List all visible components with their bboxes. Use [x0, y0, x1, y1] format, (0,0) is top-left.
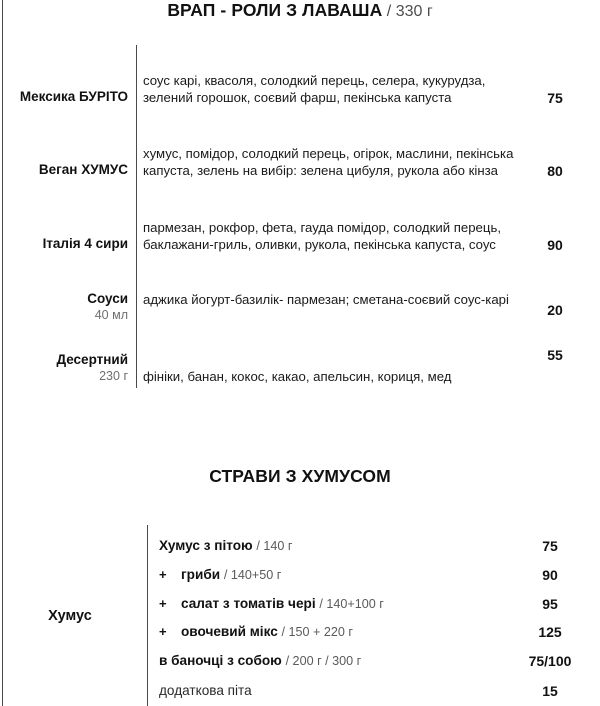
- item-description: соус карі, квасоля, солодкий перець, селера, кукурудза, зелений горошок, соєвий фарш, пекінська капуста: [143, 73, 486, 105]
- hummus-item-price: 125: [538, 624, 562, 640]
- item-name: Італія 4 сири: [42, 236, 128, 251]
- item-price: 75: [547, 90, 563, 106]
- section-title-hummus: СТРАВИ З ХУМУСОМ: [209, 466, 391, 486]
- hummus-item-price: 75/100: [528, 653, 572, 669]
- section-weight-wraps: / 330 г: [386, 3, 433, 20]
- plus-sign: +: [159, 567, 167, 582]
- section-heading-hummus: [0, 466, 600, 487]
- hummus-row-text: [181, 624, 353, 640]
- item-description: фініки, банан, кокос, какао, апельсин, кориця, мед: [143, 369, 452, 384]
- hummus-row-text: [159, 683, 252, 699]
- section-title-wraps: ВРАП - РОЛИ З ЛАВАША: [167, 0, 383, 20]
- hummus-row-text: [159, 653, 361, 669]
- item-description: аджика йогурт-базилік- пармезан; сметана-соєвий соус-карі: [143, 292, 509, 307]
- item-description: хумус, помідор, солодкий перець, огірок, маслини, пекінська капуста, зелень на вибір: зелена цибуля, рукола або кінза: [143, 146, 514, 178]
- hummus-item-name: додаткова піта: [159, 683, 252, 698]
- item-name: Веган ХУМУС: [38, 162, 128, 177]
- plus-sign: +: [159, 596, 167, 611]
- item-sub-weight: 230 г: [99, 369, 128, 383]
- hummus-item-price: 75: [542, 538, 558, 554]
- hummus-row-text: [181, 596, 384, 612]
- item-description: пармезан, рокфор, фета, гауда помідор, солодкий перець, баклажани-гриль, оливки, рукола, пекінська капуста, соус: [143, 220, 501, 252]
- item-price: 90: [547, 237, 563, 253]
- item-price: 80: [547, 163, 563, 179]
- wraps-column-divider: [136, 45, 137, 388]
- hummus-column-divider: [147, 525, 148, 706]
- hummus-item-name: гриби: [181, 567, 221, 582]
- item-name: Соуси 40 мл: [0, 291, 128, 323]
- item-sub-weight: 40 мл: [94, 308, 128, 322]
- hummus-item-weight: / 140+50 г: [223, 568, 282, 582]
- hummus-row-text: [159, 538, 293, 554]
- hummus-item-name: в баночці з собою: [159, 653, 282, 668]
- section-heading-wraps: [0, 0, 600, 21]
- hummus-item-weight: / 140+100 г: [319, 597, 384, 611]
- hummus-item-weight: / 200 г / 300 г: [285, 654, 362, 668]
- plus-sign: +: [159, 624, 167, 639]
- hummus-group-label: Хумус: [48, 608, 92, 624]
- item-name: Десертний 230 г: [0, 352, 128, 384]
- hummus-row-text: [181, 567, 281, 583]
- hummus-item-price: 15: [542, 683, 558, 699]
- item-price: 20: [547, 302, 563, 318]
- hummus-item-name: Хумус з пітою: [159, 538, 253, 553]
- item-name: Мексика БУРІТО: [19, 89, 128, 104]
- hummus-item-name: овочевий мікс: [181, 624, 278, 639]
- hummus-item-weight: / 140 г: [256, 539, 293, 553]
- item-price: 55: [547, 347, 563, 363]
- hummus-item-price: 95: [542, 596, 558, 612]
- hummus-item-name: салат з томатів чері: [181, 596, 316, 611]
- hummus-item-weight: / 150 + 220 г: [281, 625, 354, 639]
- hummus-item-price: 90: [542, 567, 558, 583]
